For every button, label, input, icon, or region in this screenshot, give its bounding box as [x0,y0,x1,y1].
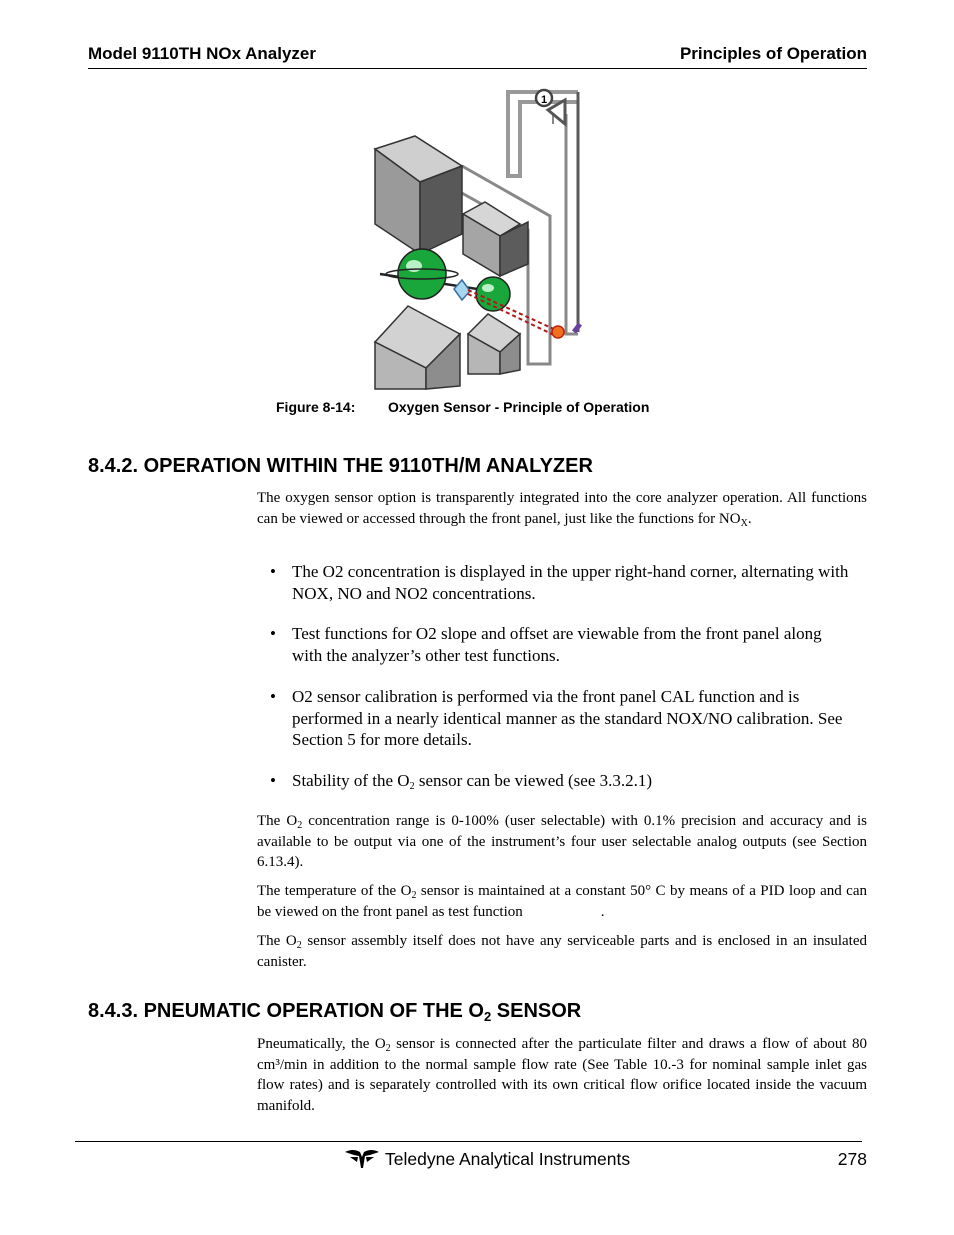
figure-callout: 1 [541,94,548,106]
figure-caption-text: Oxygen Sensor - Principle of Operation [388,399,650,415]
footer-rule [75,1141,862,1142]
bullet-icon: • [270,771,276,790]
page-number: 278 [837,1149,867,1169]
running-header-right: Principles of Operation [679,44,867,63]
bullet-icon: • [270,624,276,643]
footer-company: Teledyne Analytical Instruments [385,1149,631,1169]
o2-temperature-paragraph: The temperature of the $O_2$ sensor is maintained at a constant 50° C by means of a PID loop and can be viewed on the front panel as test function . [257,883,867,920]
section-842-intro: The oxygen sensor option is transparently integrated into the core analyzer operation. All functions can be viewed or accessed through the front panel, just like the functions for $NO_X$. [257,490,867,529]
bullet-icon: • [270,687,276,706]
header-rule [88,68,867,69]
oxygen-sensor-diagram-icon [360,84,590,396]
pneumatic-paragraph: Pneumatically, the $O_2$ sensor is connected after the particulate filter and draws a flow of about 80 cm³/min in addition to the normal sample flow rate (See Table 10.-3 for nominal sample inlet gas flow rates) and is separately controlled with its own critical flow orifice located inside the vacuum manifold. [257,1036,867,1114]
o2-assembly-paragraph: The $O_2$ sensor assembly itself does not have any serviceable parts and is enclosed in an insulated canister. [257,933,867,970]
running-header-left: Model 9110TH NOx Analyzer [88,44,317,63]
bullet-icon: • [270,562,276,581]
teledyne-logo-icon [344,1148,380,1170]
section-heading-843: 8.4.3. PNEUMATIC OPERATION OF THE $O_2$ SENSOR [88,1000,582,1024]
o2-range-paragraph: The $O_2$ concentration range is 0-100% (user selectable) with 0.1% precision and accuracy and is available to be output via one of the instrument’s four user selectable analog outputs (see Section 6.13.4). [257,813,868,870]
figure-caption-label: Figure 8-14: [276,399,356,415]
section-heading-842: 8.4.2. OPERATION WITHIN THE 9110TH/M ANALYZER [88,455,593,477]
